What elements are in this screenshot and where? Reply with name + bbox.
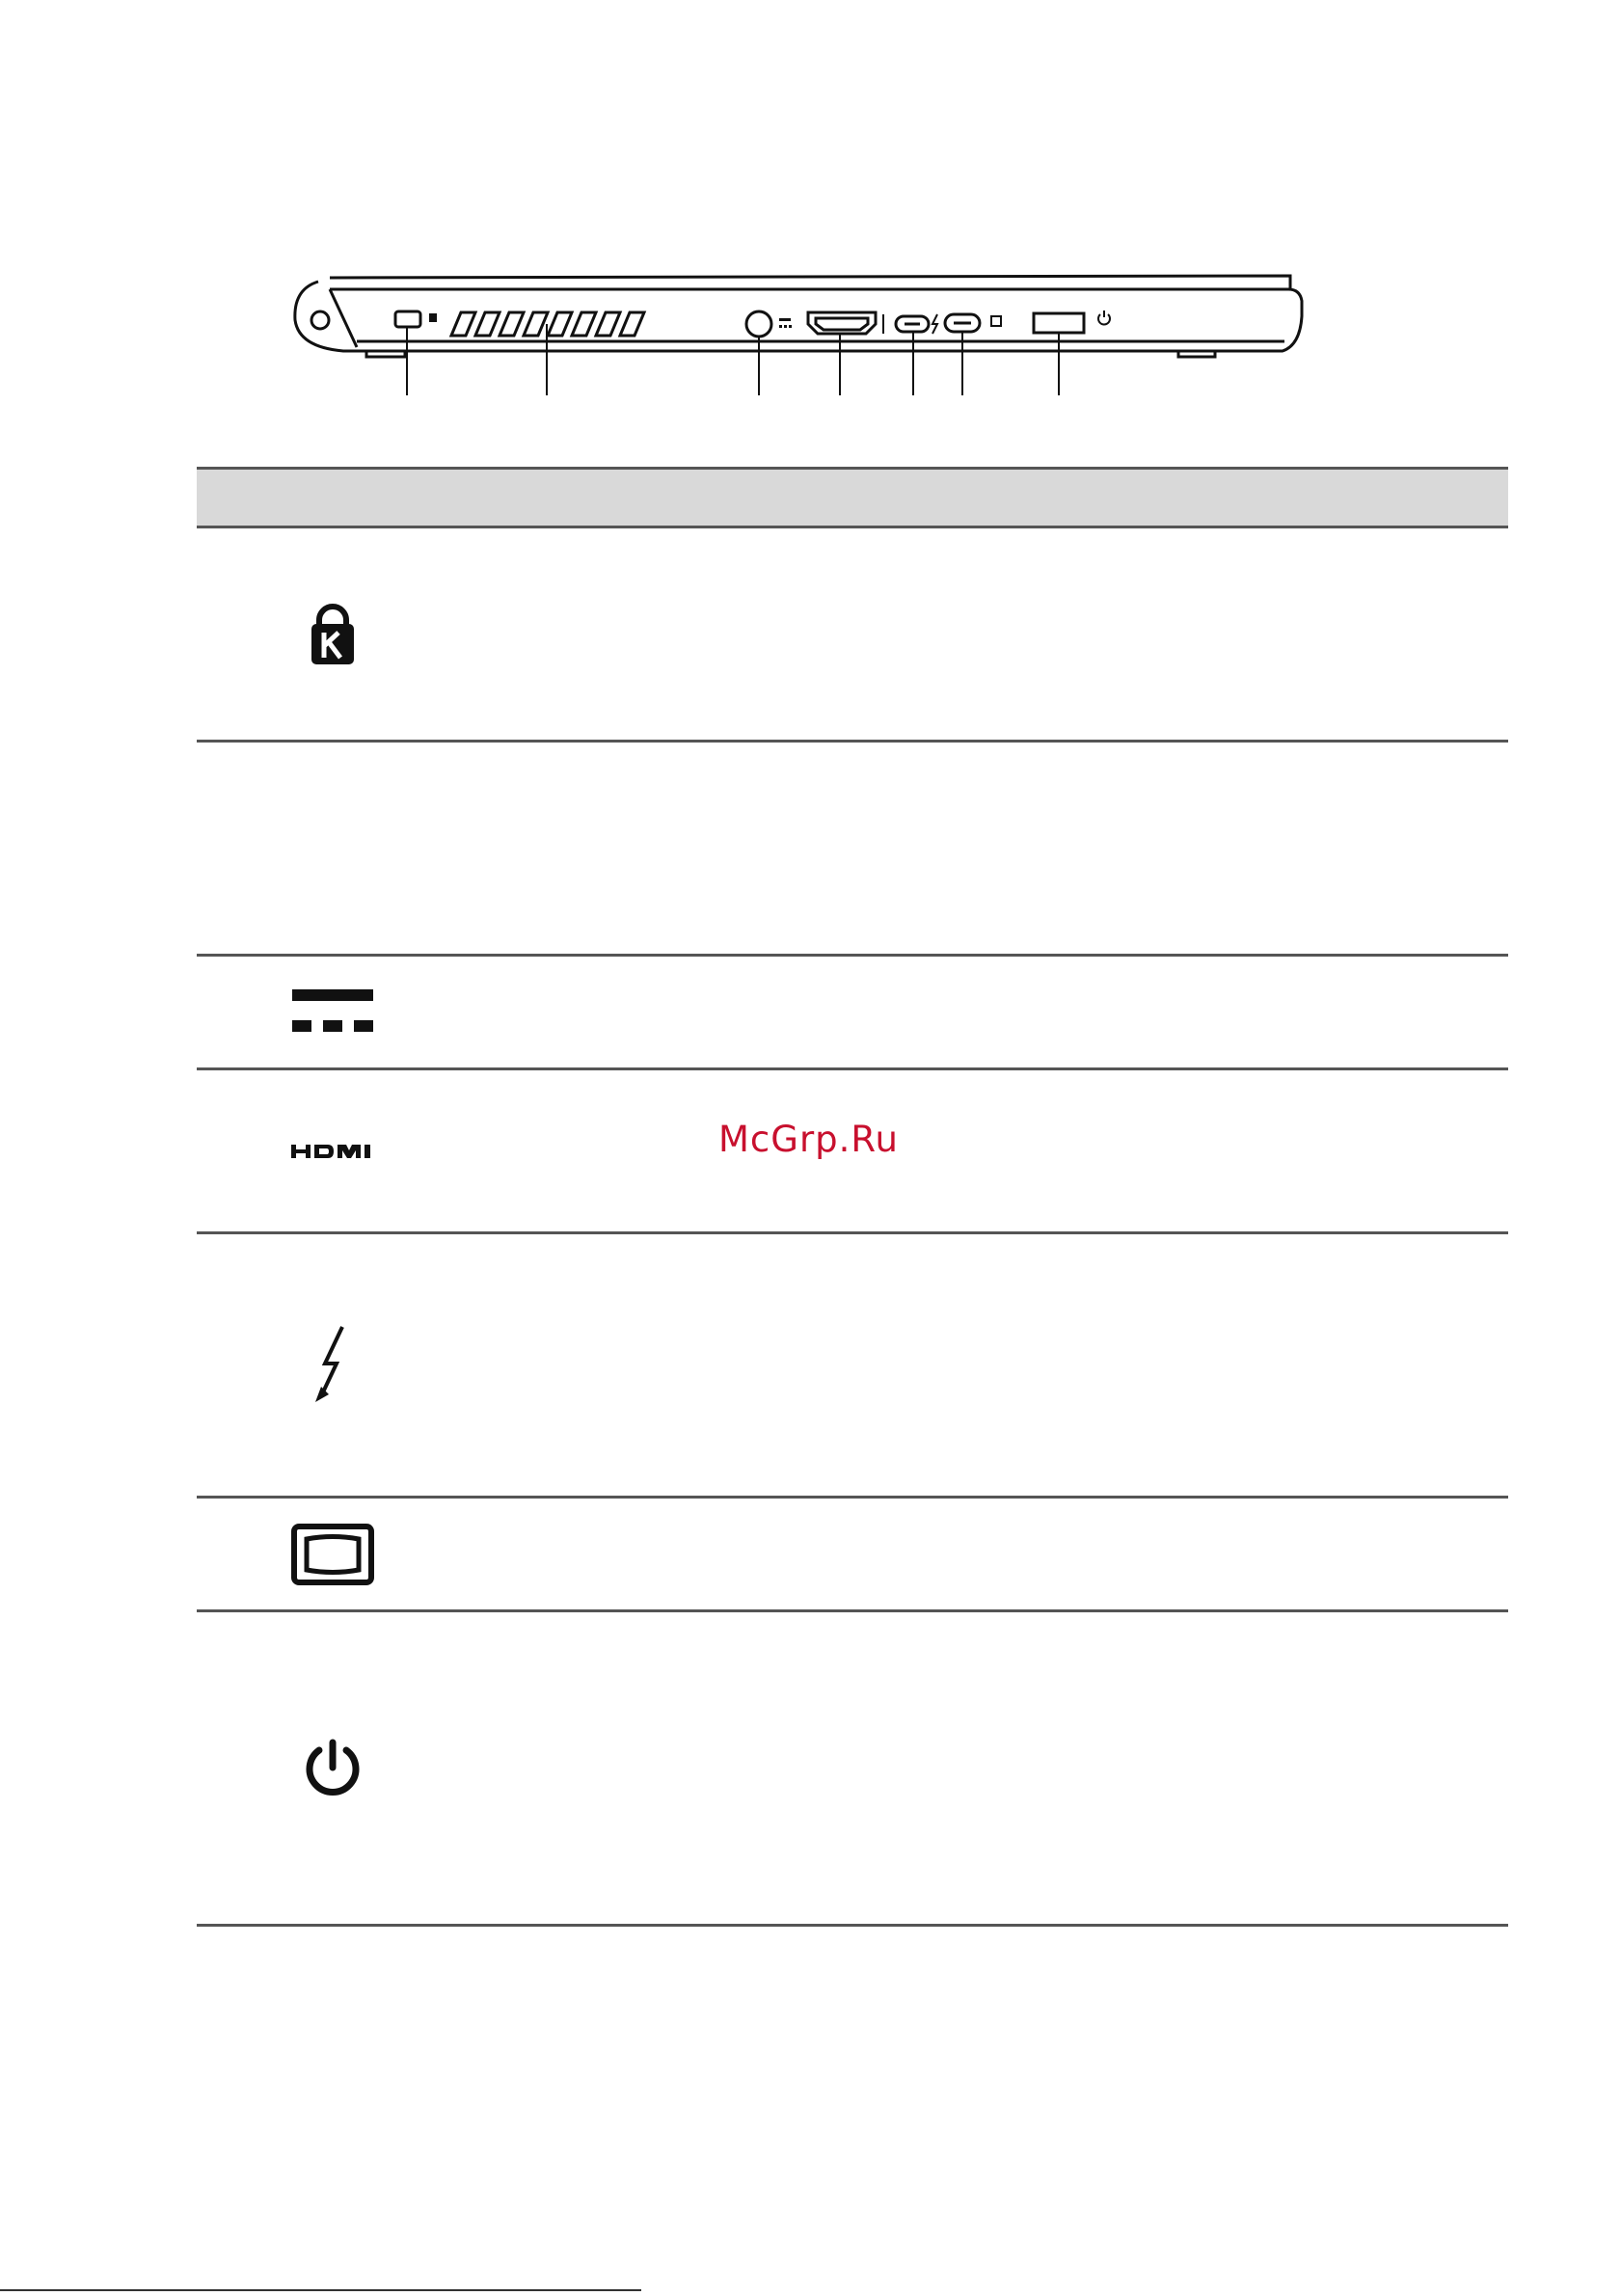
laptop-side-view-illustration [280, 260, 1321, 405]
kensington-slot-illustration [395, 311, 437, 327]
table-row-kensington [197, 528, 1508, 743]
table-row-hdmi [197, 1070, 1508, 1234]
power-button-illustration [1034, 311, 1110, 333]
display-icon [291, 1524, 374, 1585]
thunderbolt-port-illustration [932, 314, 1001, 334]
dc-in-jack-illustration [746, 311, 792, 337]
icon-cell [280, 1499, 386, 1609]
thunderbolt-icon [311, 1325, 354, 1406]
usb-c-port-illustration [896, 316, 929, 332]
dc-in-icon [292, 989, 373, 1036]
icon-cell [280, 1612, 386, 1924]
kensington-lock-icon [310, 603, 356, 666]
icon-cell [280, 957, 386, 1067]
table-row-power [197, 1612, 1508, 1927]
watermark: McGrp.Ru [718, 1119, 899, 1160]
table-row-display [197, 1499, 1508, 1612]
table-header [197, 467, 1508, 528]
table-row-dc-in [197, 957, 1508, 1070]
footer-rule [0, 2289, 641, 2291]
hdmi-port-illustration [808, 312, 883, 334]
icon-cell [280, 1070, 386, 1231]
icon-cell [280, 743, 386, 954]
components-table [197, 467, 1508, 1927]
hdmi-icon [291, 1143, 374, 1160]
table-row-ventilation [197, 743, 1508, 957]
icon-cell [280, 528, 386, 740]
icon-cell [280, 1234, 386, 1496]
table-row-thunderbolt [197, 1234, 1508, 1499]
power-icon [303, 1739, 363, 1798]
